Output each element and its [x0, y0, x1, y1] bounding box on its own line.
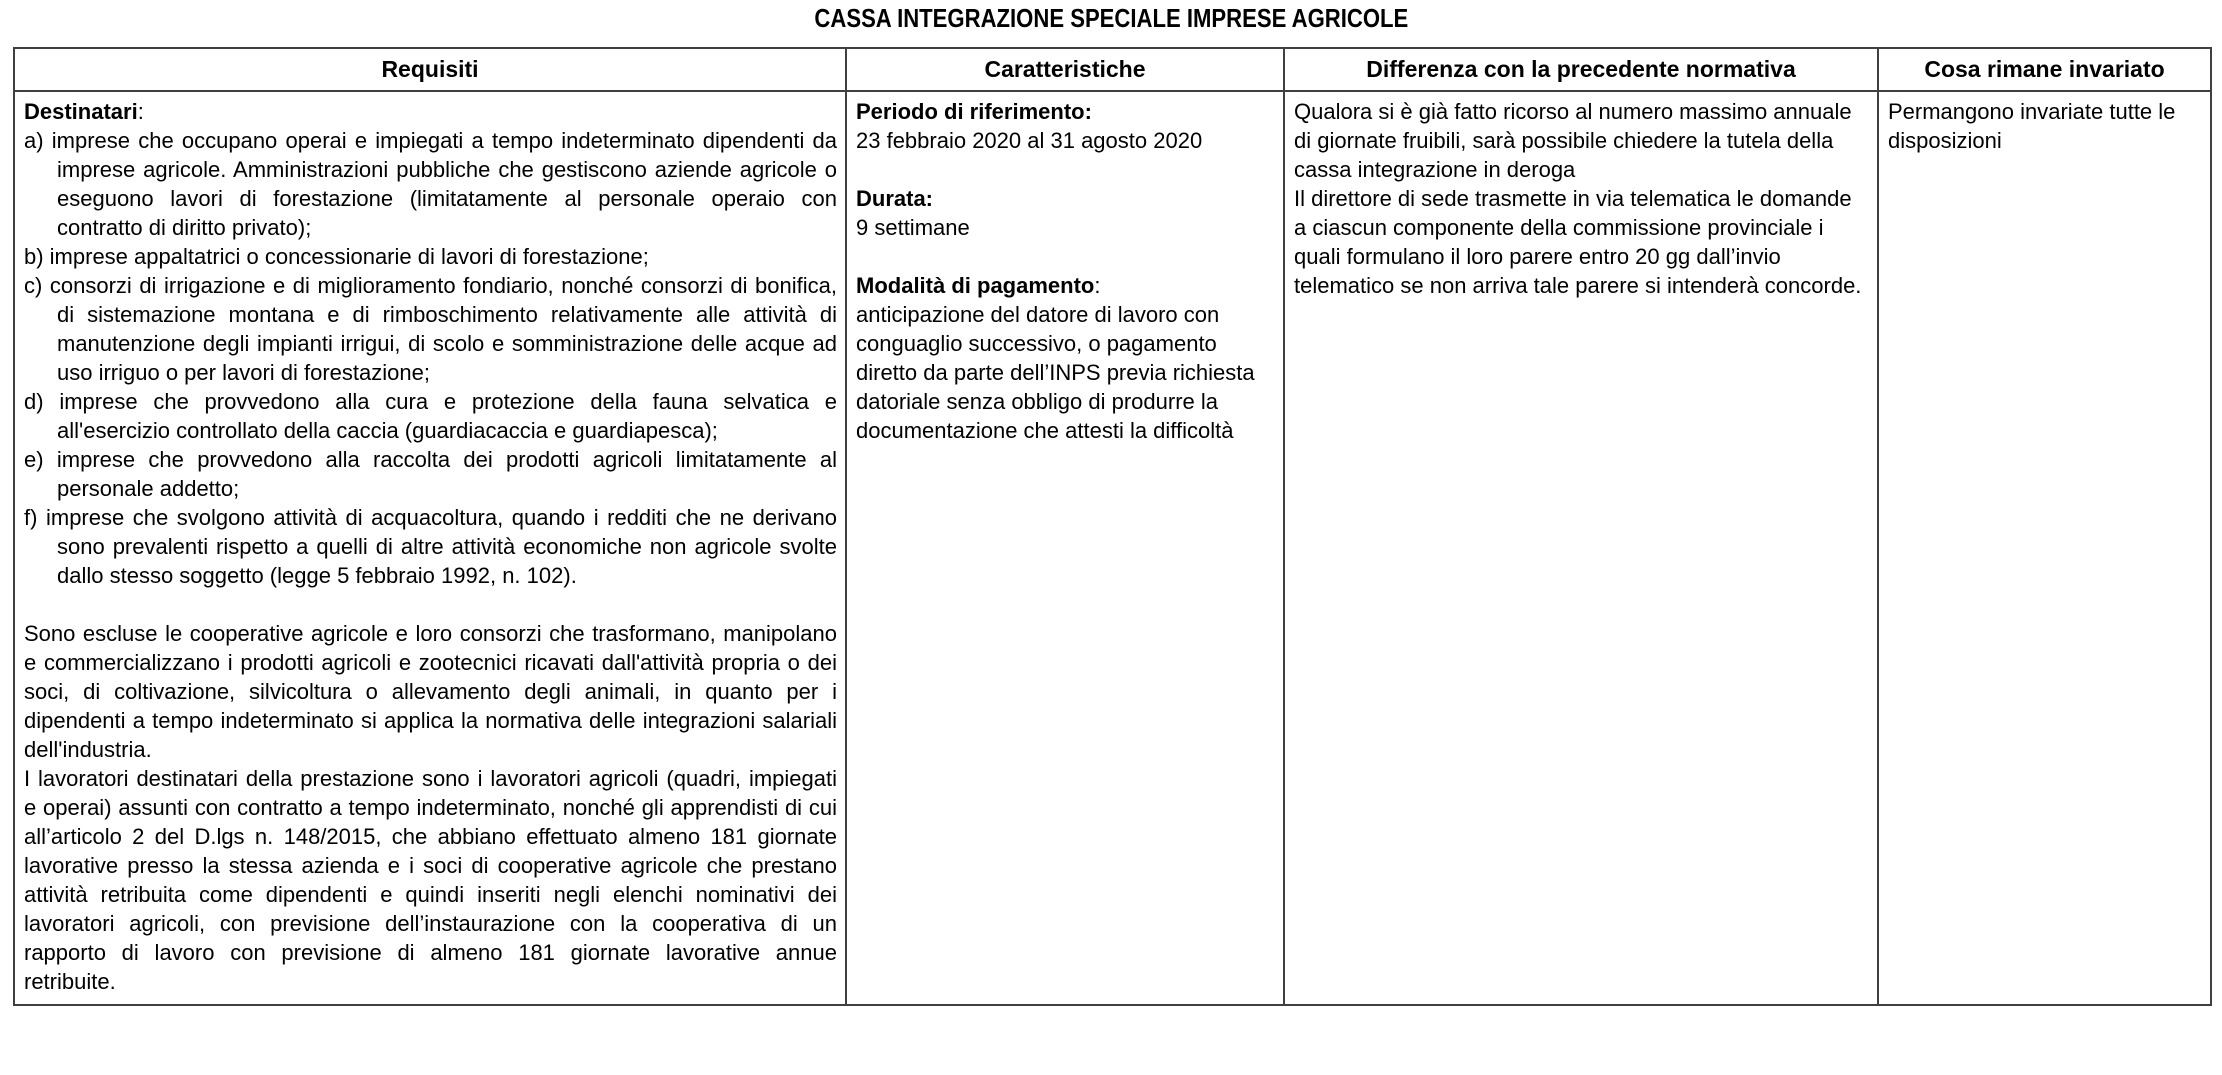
durata-label: Durata:	[856, 186, 934, 211]
destinatari-heading	[24, 97, 837, 126]
durata-value: 9 settimane	[856, 215, 970, 240]
list-item-a: a) imprese che occupano operai e impiegati a tempo indeterminato dipendenti da imprese agricole. Amministrazioni pubbliche che gestiscono aziende agricole o eseguono lavori di forestazione (limitatamente al personale operaio con contratto di diritto privato);	[24, 128, 837, 240]
differenza-paragraph-2: Il direttore di sede trasmette in via telematica le domande a ciascun componente della commissione provinciale i quali formulano il loro parere entro 20 gg dall’invio telematico se non arriva tale parere si intenderà concorde.	[1294, 186, 1862, 298]
header-row	[14, 48, 2211, 91]
col-header-caratteristiche: Caratteristiche	[846, 48, 1284, 91]
info-table	[13, 47, 2212, 1006]
list-item-d: d) imprese che provvedono alla cura e protezione della fauna selvatica e all'esercizio controllato della caccia (guardiacaccia e guardiapesca);	[24, 389, 837, 443]
esclusioni-paragraph: Sono escluse le cooperative agricole e loro consorzi che trasformano, manipolano e commercializzano i prodotti agricoli e zootecnici ricavati dall'attività propria o dei soci, di coltivazione, silvicoltura o allevamento degli animali, in quanto per i dipendenti a tempo indeterminato si applica la normativa delle integrazioni salariali dell'industria.	[24, 621, 837, 762]
modalita-label: Modalità di pagamento	[856, 273, 1095, 298]
body-row	[14, 91, 2211, 1005]
blank-line	[856, 155, 1273, 184]
cell-invariato	[1878, 91, 2211, 1005]
blank-line	[24, 590, 837, 619]
modalita-heading	[856, 271, 1273, 300]
differenza-paragraph-1: Qualora si è già fatto ricorso al numero massimo annuale di giornate fruibili, sarà possibile chiedere la tutela della cassa integrazione in deroga	[1294, 99, 1852, 182]
invariato-text: Permangono invariate tutte le disposizioni	[1888, 99, 2176, 153]
periodo-value: 23 febbraio 2020 al 31 agosto 2020	[856, 128, 1203, 153]
destinatari-colon: :	[137, 99, 144, 124]
cell-differenza	[1284, 91, 1878, 1005]
document-header	[0, 3, 2222, 35]
list-item-b: b) imprese appaltatrici o concessionarie di lavori di forestazione;	[24, 244, 649, 269]
cell-requisiti	[14, 91, 846, 1005]
lavoratori-paragraph: I lavoratori destinatari della prestazione sono i lavoratori agricoli (quadri, impiegati e operai) assunti con contratto a tempo indeterminato, nonché gli apprendisti di cui all’articolo 2 del D.lgs n. 148/2015, che abbiano effettuato almeno 181 giornate lavorative presso la stessa azienda e i soci di cooperative agricole che prestano attività retribuita come dipendenti e quindi inseriti negli elenchi nominativi dei lavoratori agricoli, con previsione dell’instaurazione con la cooperativa di un rapporto di lavoro con previsione di almeno 181 giornate lavorative annue retribuite.	[24, 766, 837, 994]
modalita-colon: :	[1094, 273, 1101, 298]
cell-caratteristiche	[846, 91, 1284, 1005]
col-header-differenza: Differenza con la precedente normativa	[1284, 48, 1878, 91]
page-title: CASSA INTEGRAZIONE SPECIALE IMPRESE AGRICOLE	[814, 3, 1408, 33]
list-item-f: f) imprese che svolgono attività di acquacoltura, quando i redditi che ne derivano sono prevalenti rispetto a quelli di altre attività economiche non agricole svolte dallo stesso soggetto (legge 5 febbraio 1992, n. 102).	[24, 505, 837, 588]
destinatari-label: Destinatari	[24, 99, 138, 124]
periodo-label: Periodo di riferimento:	[856, 99, 1092, 124]
blank-line	[856, 242, 1273, 271]
list-item-c: c) consorzi di irrigazione e di miglioramento fondiario, nonché consorzi di bonifica, di sistemazione montana e di rimboschimento relativamente alle attività di manutenzione degli impianti irrigui, di scolo e somministrazione delle acque ad uso irriguo o per lavori di forestazione;	[24, 273, 837, 385]
modalita-value: anticipazione del datore di lavoro con conguaglio successivo, o pagamento diretto da parte dell’INPS previa richiesta datoriale senza obbligo di produrre la documentazione che attesti la difficoltà	[856, 302, 1255, 443]
col-header-invariato: Cosa rimane invariato	[1878, 48, 2211, 91]
list-item-e: e) imprese che provvedono alla raccolta dei prodotti agricoli limitatamente al personale addetto;	[24, 447, 837, 501]
col-header-requisiti: Requisiti	[14, 48, 846, 91]
